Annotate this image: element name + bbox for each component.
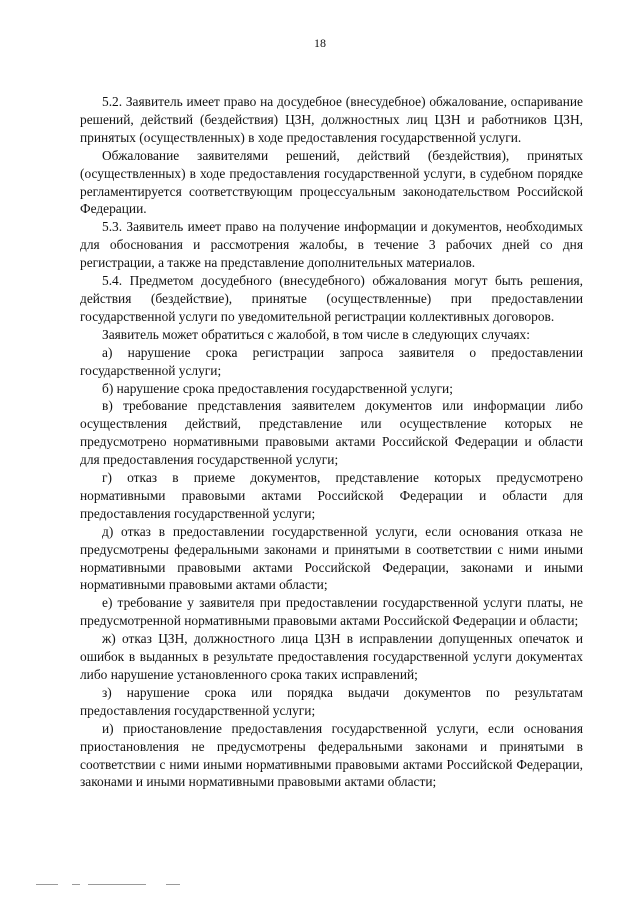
paragraph-5-2: 5.2. Заявитель имеет право на досудебное (внесудебное) обжалование, оспаривание решений, действий (бездействия) ЦЗН, должностных лиц ЦЗН и работников ЦЗН, принятых (осуществленных) в ходе предоставления государственной услуги. — [80, 94, 583, 145]
paragraph-judicial-appeal: Обжалование заявителями решений, действий (бездействия), принятых (осуществленных) в ходе предоставления государственной услуги, в судебном порядке регламентируется соответствующим процессуальным законодательством Российской Федерации. — [80, 147, 583, 217]
list-item-g: г) отказ в приеме документов, представление которых предусмотрено нормативными правовыми актами Российской Федерации и области для предоставления государственной услуги; — [80, 470, 583, 521]
paragraph-complaint-cases: Заявитель может обратиться с жалобой, в том числе в следующих случаях: — [102, 326, 530, 342]
list-item-b: б) нарушение срока предоставления государственной услуги; — [102, 380, 453, 396]
paragraph-5-3: 5.3. Заявитель имеет право на получение информации и документов, необходимых для обоснования и рассмотрения жалобы, в течение 3 рабочих дней со дня регистрации, а также на представление дополнительных материалов. — [80, 219, 583, 271]
list-item-a: а) нарушение срока регистрации запроса заявителя о предоставлении государственной услуги; — [80, 344, 583, 378]
list-item-v: в) требование представления заявителем документов или информации либо осуществления действий, представление или осуществление которых не предусмотрено нормативными правовыми актами Российской Федерации и области для предоставления государственной услуги; — [80, 398, 583, 468]
list-item-zh: ж) отказ ЦЗН, должностного лица ЦЗН в исправлении допущенных опечаток и ошибок в выданных в результате предоставления государственной услуги документах либо нарушение установленного срока таких исправлений; — [80, 631, 583, 682]
paragraph-5-4: 5.4. Предметом досудебного (внесудебного) обжалования могут быть решения, действия (бездействие), принятые (осуществленные) при предоставлении государственной услуги по уведомительной регистрации коллективных договоров. — [80, 273, 583, 324]
list-item-z: з) нарушение срока или порядка выдачи документов по результатам предоставления государственной услуги; — [80, 684, 583, 718]
page-number: 18 — [314, 36, 326, 50]
scan-artifact-marks — [36, 884, 236, 888]
list-item-i: и) приостановление предоставления государственной услуги, если основания приостановления не предусмотрены федеральными законами и принятыми в соответствии с ними иными нормативными правовыми актами Российской Федерации, законами и иными нормативными правовыми актами области; — [80, 720, 583, 790]
list-item-d: д) отказ в предоставлении государственной услуги, если основания отказа не предусмотрены федеральными законами и принятыми в соответствии с ними иными нормативными правовыми актами Российской Федерации, законами и иными нормативными правовыми актами области; — [80, 523, 583, 593]
list-item-e: е) требование у заявителя при предоставлении государственной услуги платы, не предусмотренной нормативными правовыми актами Российской Федерации и области; — [80, 595, 583, 629]
document-body — [80, 93, 583, 791]
